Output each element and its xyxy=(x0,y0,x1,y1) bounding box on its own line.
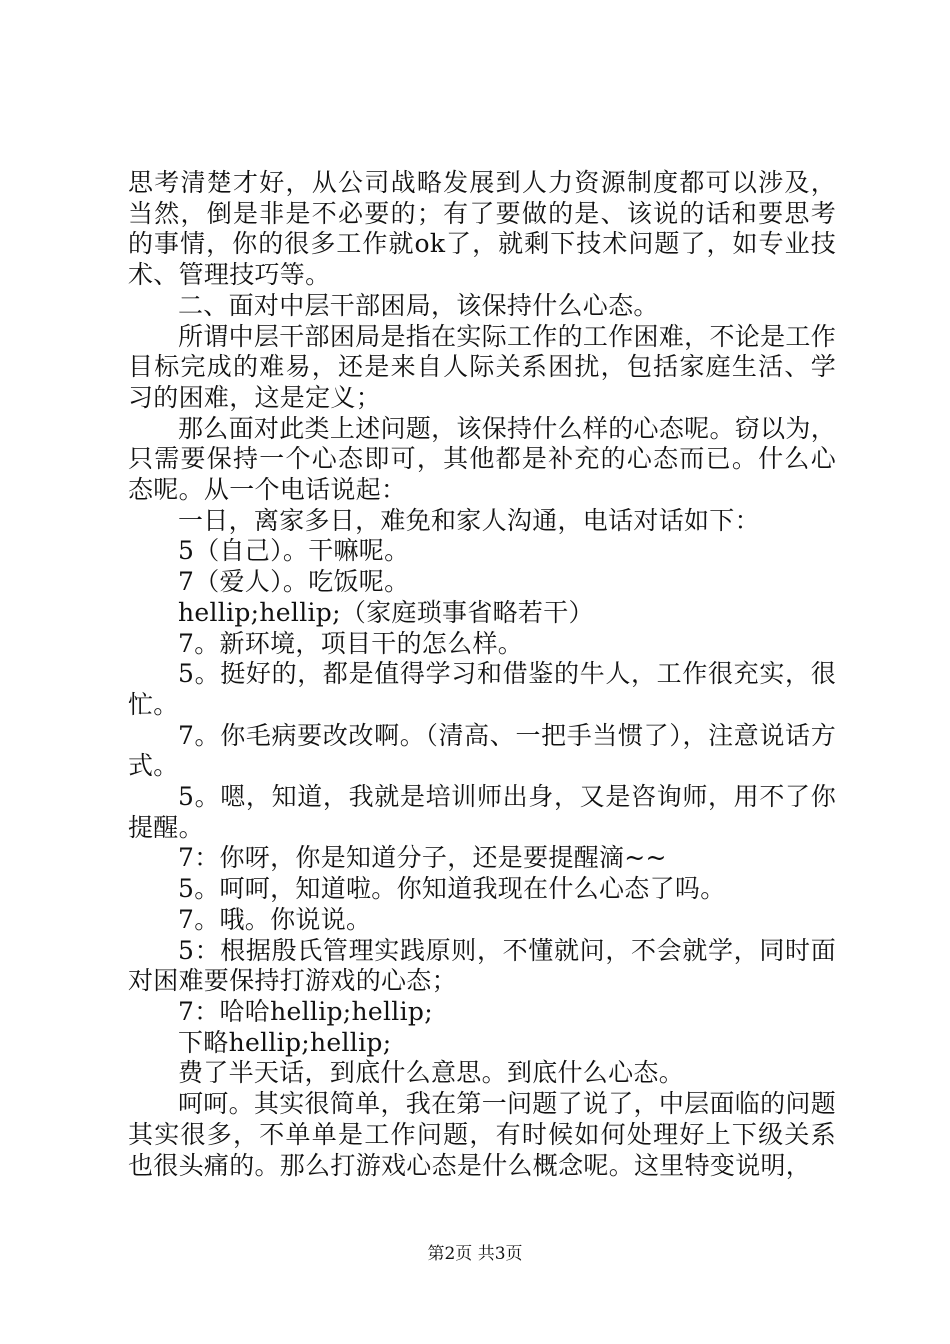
dialogue-line: 5。嗯，知道，我就是培训师出身，又是咨询师，用不了你提醒。 xyxy=(128,782,836,842)
paragraph: 思考清楚才好，从公司战略发展到人力资源制度都可以涉及，当然，倒是非是不必要的；有了要做的是、该说的话和要思考的事情，你的很多工作就ok了，就剩下技术问题了，如专业技术、管理技巧等。 xyxy=(128,168,836,290)
dialogue-line: 7。你毛病要改改啊。（清高、一把手当惯了），注意说话方式。 xyxy=(128,720,836,781)
dialogue-line: 5：根据殷氏管理实践原则，不懂就问，不会就学，同时面对困难要保持打游戏的心态； xyxy=(128,935,836,996)
dialogue-line: 7。哦。你说说。 xyxy=(178,904,372,934)
paragraph: 呵呵。其实很简单，我在第一问题了说了，中层面临的问题其实很多，不单单是工作问题，有时候如何处理好上下级关系也很头痛的。那么打游戏心态是什么概念呢。这里特变说明， xyxy=(128,1089,836,1180)
paragraph: 费了半天话，到底什么意思。到底什么心态。 xyxy=(178,1058,685,1088)
dialogue-line: 下略hellip;hellip; xyxy=(178,1027,392,1057)
dialogue-line: hellip;hellip;（家庭琐事省略若干） xyxy=(178,597,594,627)
dialogue-line: 5（自己）。干嘛呢。 xyxy=(178,536,410,566)
document-body xyxy=(128,168,836,1181)
dialogue-line: 7（爱人）。吃饭呢。 xyxy=(178,567,410,597)
paragraph: 那么面对此类上述问题，该保持什么样的心态呢。窃以为，只需要保持一个心态即可，其他都是补充的心态而已。什么心态呢。从一个电话说起： xyxy=(128,413,836,505)
paragraph: 所谓中层干部困局是指在实际工作的工作困难，不论是工作目标完成的难易，还是来自人际关系困扰，包括家庭生活、学习的困难，这是定义； xyxy=(128,321,836,412)
section-heading: 二、面对中层干部困局，该保持什么心态。 xyxy=(178,290,659,320)
dialogue-line: 7。新环境，项目干的怎么样。 xyxy=(178,628,524,658)
dialogue-line: 7：哈哈hellip;hellip; xyxy=(178,996,433,1026)
dialogue-line: 5。呵呵，知道啦。你知道我现在什么心态了吗。 xyxy=(178,874,726,904)
dialogue-line: 5。挺好的，都是值得学习和借鉴的牛人，工作很充实，很忙。 xyxy=(128,659,836,719)
paragraph: 一日，离家多日，难免和家人沟通，电话对话如下： xyxy=(178,505,760,535)
page-number-footer: 第2页 共3页 xyxy=(427,1244,523,1264)
dialogue-line: 7：你呀，你是知道分子，还是要提醒滴~~ xyxy=(178,843,667,873)
